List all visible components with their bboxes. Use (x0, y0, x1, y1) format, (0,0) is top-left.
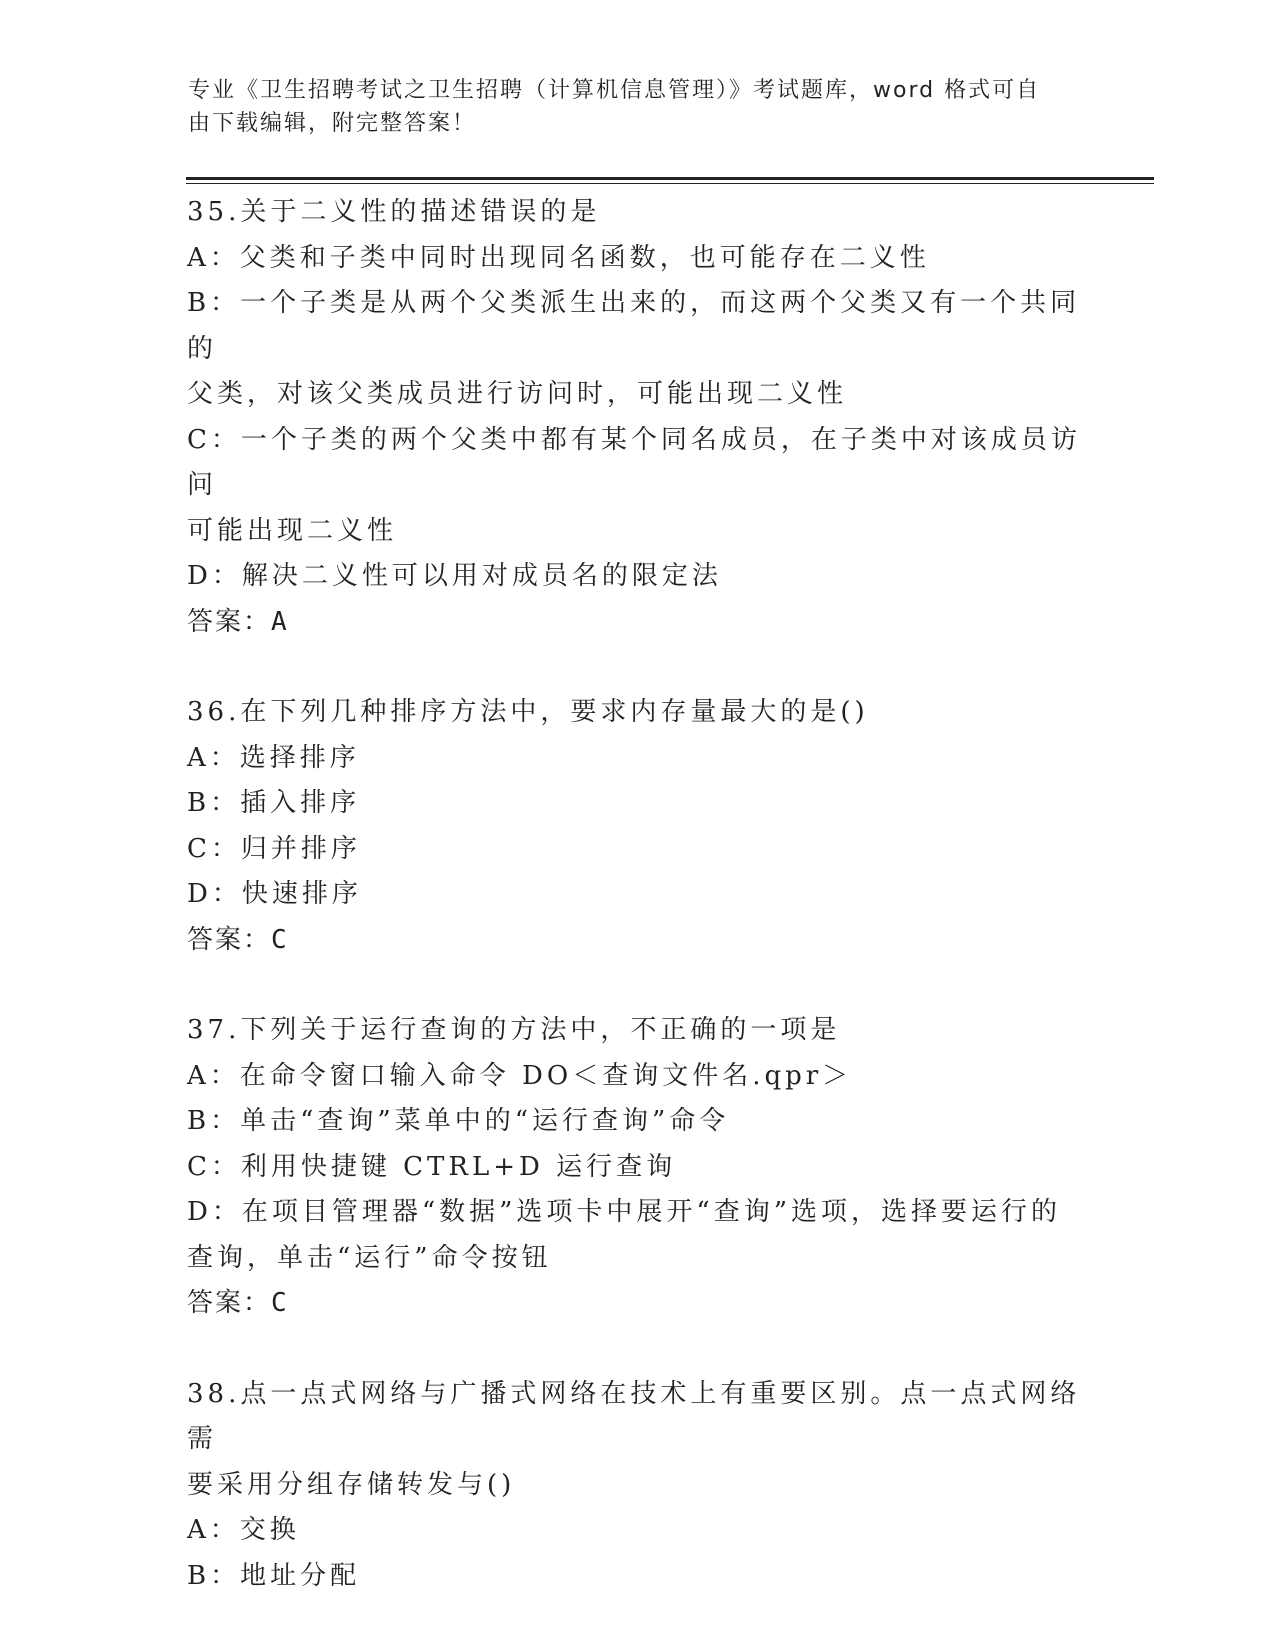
answer-value: A (271, 606, 289, 637)
option-c: C：归并排序 (187, 833, 361, 864)
option-d: D：在项目管理器“数据”选项卡中展开“查询”选项，选择要运行的 (187, 1197, 1062, 1227)
answer-line (187, 918, 1087, 964)
option-a: A：交换 (187, 1515, 300, 1545)
answer-line (187, 600, 1087, 646)
option-a: A：选择排序 (187, 742, 360, 773)
option-b-continued: 父类，对该父类成员进行访问时，可能出现二义性 (187, 379, 848, 409)
option-a: A：在命令窗口输入命令 DO＜查询文件名.qpr＞ (187, 1060, 853, 1091)
question-38 (187, 1372, 1087, 1600)
document-header (188, 74, 1068, 140)
answer-label: 答案： (187, 606, 272, 637)
header-divider-thick (186, 177, 1154, 180)
option-c: C：利用快捷键 CTRL+D 运行查询 (187, 1151, 677, 1182)
option-c: C：一个子类的两个父类中都有某个同名成员，在子类中对该成员访问 (187, 424, 1081, 500)
answer-label: 答案： (187, 924, 272, 955)
question-text-continued: 要采用分组存储转发与() (187, 1469, 516, 1500)
question-36 (187, 690, 1087, 963)
question-37 (187, 1008, 1087, 1327)
question-text: 35.关于二义性的描述错误的是 (187, 197, 601, 227)
answer-value: C (271, 924, 289, 955)
option-b: B：一个子类是从两个父类派生出来的，而这两个父类又有一个共同的 (187, 288, 1081, 364)
header-line-2: 由下载编辑，附完整答案！ (188, 111, 477, 136)
option-b: B：单击“查询”菜单中的“运行查询”命令 (187, 1106, 730, 1136)
question-35 (187, 190, 1087, 645)
header-line-1: 专业《卫生招聘考试之卫生招聘（计算机信息管理）》考试题库，word 格式可自 (188, 78, 1041, 103)
option-b: B：地址分配 (187, 1560, 361, 1591)
option-a: A：父类和子类中同时出现同名函数，也可能存在二义性 (187, 242, 930, 273)
question-list (187, 190, 1087, 1644)
header-divider-thin (186, 183, 1154, 184)
question-text: 38.点一点式网络与广播式网络在技术上有重要区别。点一点式网络需 (187, 1378, 1081, 1454)
question-text: 37.下列关于运行查询的方法中，不正确的一项是 (187, 1015, 841, 1045)
answer-line (187, 1281, 1087, 1327)
option-b: B：插入排序 (187, 788, 361, 818)
answer-value: C (271, 1288, 289, 1318)
question-text: 36.在下列几种排序方法中，要求内存量最大的是() (187, 697, 869, 727)
option-d-continued: 查询，单击“运行”命令按钮 (187, 1242, 552, 1273)
option-d: D：解决二义性可以用对成员名的限定法 (187, 561, 722, 591)
option-d: D：快速排序 (187, 879, 362, 909)
option-c-continued: 可能出现二义性 (187, 515, 398, 546)
answer-label: 答案： (187, 1288, 272, 1318)
